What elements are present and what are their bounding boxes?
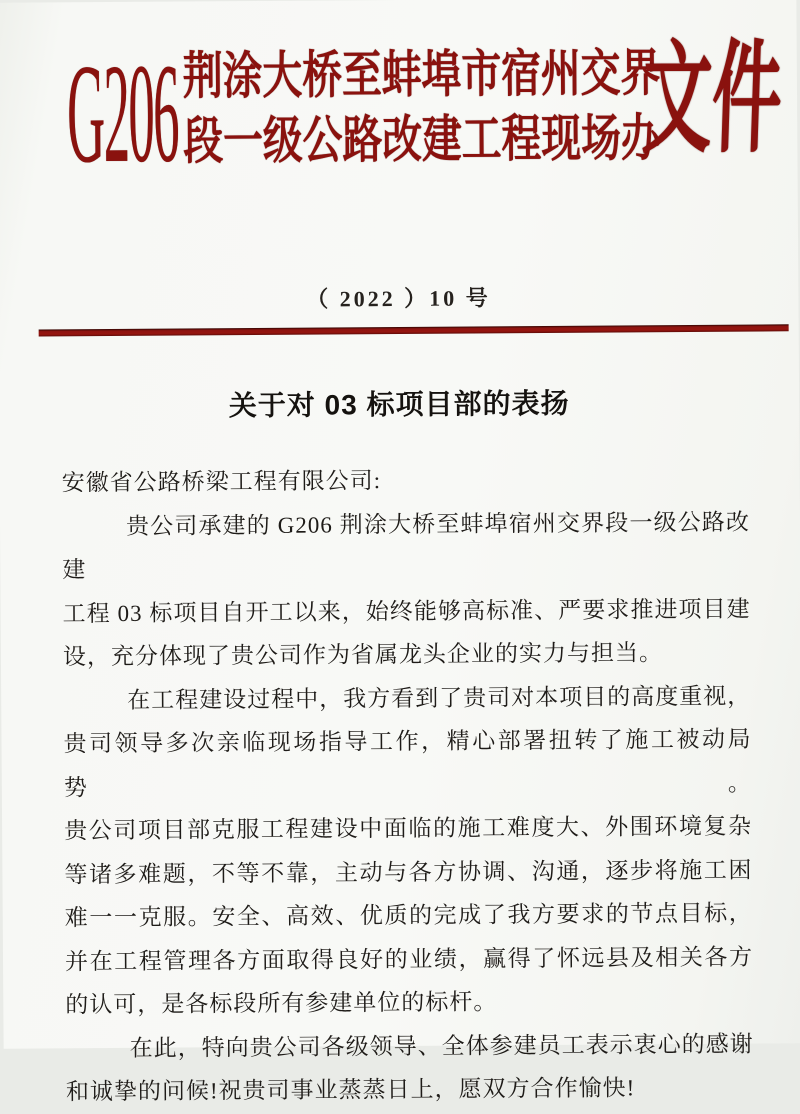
- body-line: 设，充分体现了贵公司作为省属龙头企业的实力与担当。: [62, 640, 663, 670]
- doc-title: 关于对 03 标项目部的表扬: [228, 387, 570, 422]
- org-name-line2: 段一级公路改建工程现场办: [183, 111, 661, 171]
- doc-type-label: 文件: [640, 32, 784, 169]
- body-line: 的认可，是各标段所有参建单位的标杆。: [65, 989, 498, 1018]
- org-name-line1: 荆涂大桥至蚌埠市宿州交界: [182, 46, 661, 106]
- body-line: 贵公司项目部克服工程建设中面临的施工难度大、外围环境复杂: [64, 813, 753, 844]
- body-line: 工程 03 标项目自开工以来，始终能够高标准、严要求推进项目建: [62, 596, 751, 626]
- doc-number: （ 2022 ）10 号: [306, 285, 491, 312]
- salutation-line: 安徽省公路桥梁工程有限公司:: [61, 468, 382, 496]
- body-line: 难一一克服。安全、高效、优质的完成了我方要求的节点目标，: [64, 900, 753, 931]
- body-line: 在此，特向贵公司各级领导、全体参建员工表示衷心的感谢: [129, 1031, 754, 1061]
- route-code: G206: [66, 33, 179, 193]
- body-line: 在工程建设过程中，我方看到了贵司对本项目的高度重视，: [127, 683, 752, 713]
- issuing-org-name: [183, 42, 661, 175]
- body-line: 贵司领导多次亲临现场指导工作，精心部署扭转了施工被动局势。: [63, 726, 752, 800]
- doc-body: [62, 457, 755, 1114]
- body-line: 等诸多难题，不等不靠，主动与各方协调、沟通，逐步将施工困: [64, 857, 753, 887]
- body-line: 并在工程管理各方面取得良好的业绩，赢得了怀远县及相关各方: [64, 944, 754, 974]
- body-line: 贵公司承建的 G206 荆涂大桥至蚌埠宿州交界段一级公路改建: [62, 509, 751, 583]
- body-line: 和诚挚的问候!祝贵司事业蒸蒸日上，愿双方合作愉快!: [65, 1075, 636, 1105]
- red-divider-rule: [39, 324, 789, 336]
